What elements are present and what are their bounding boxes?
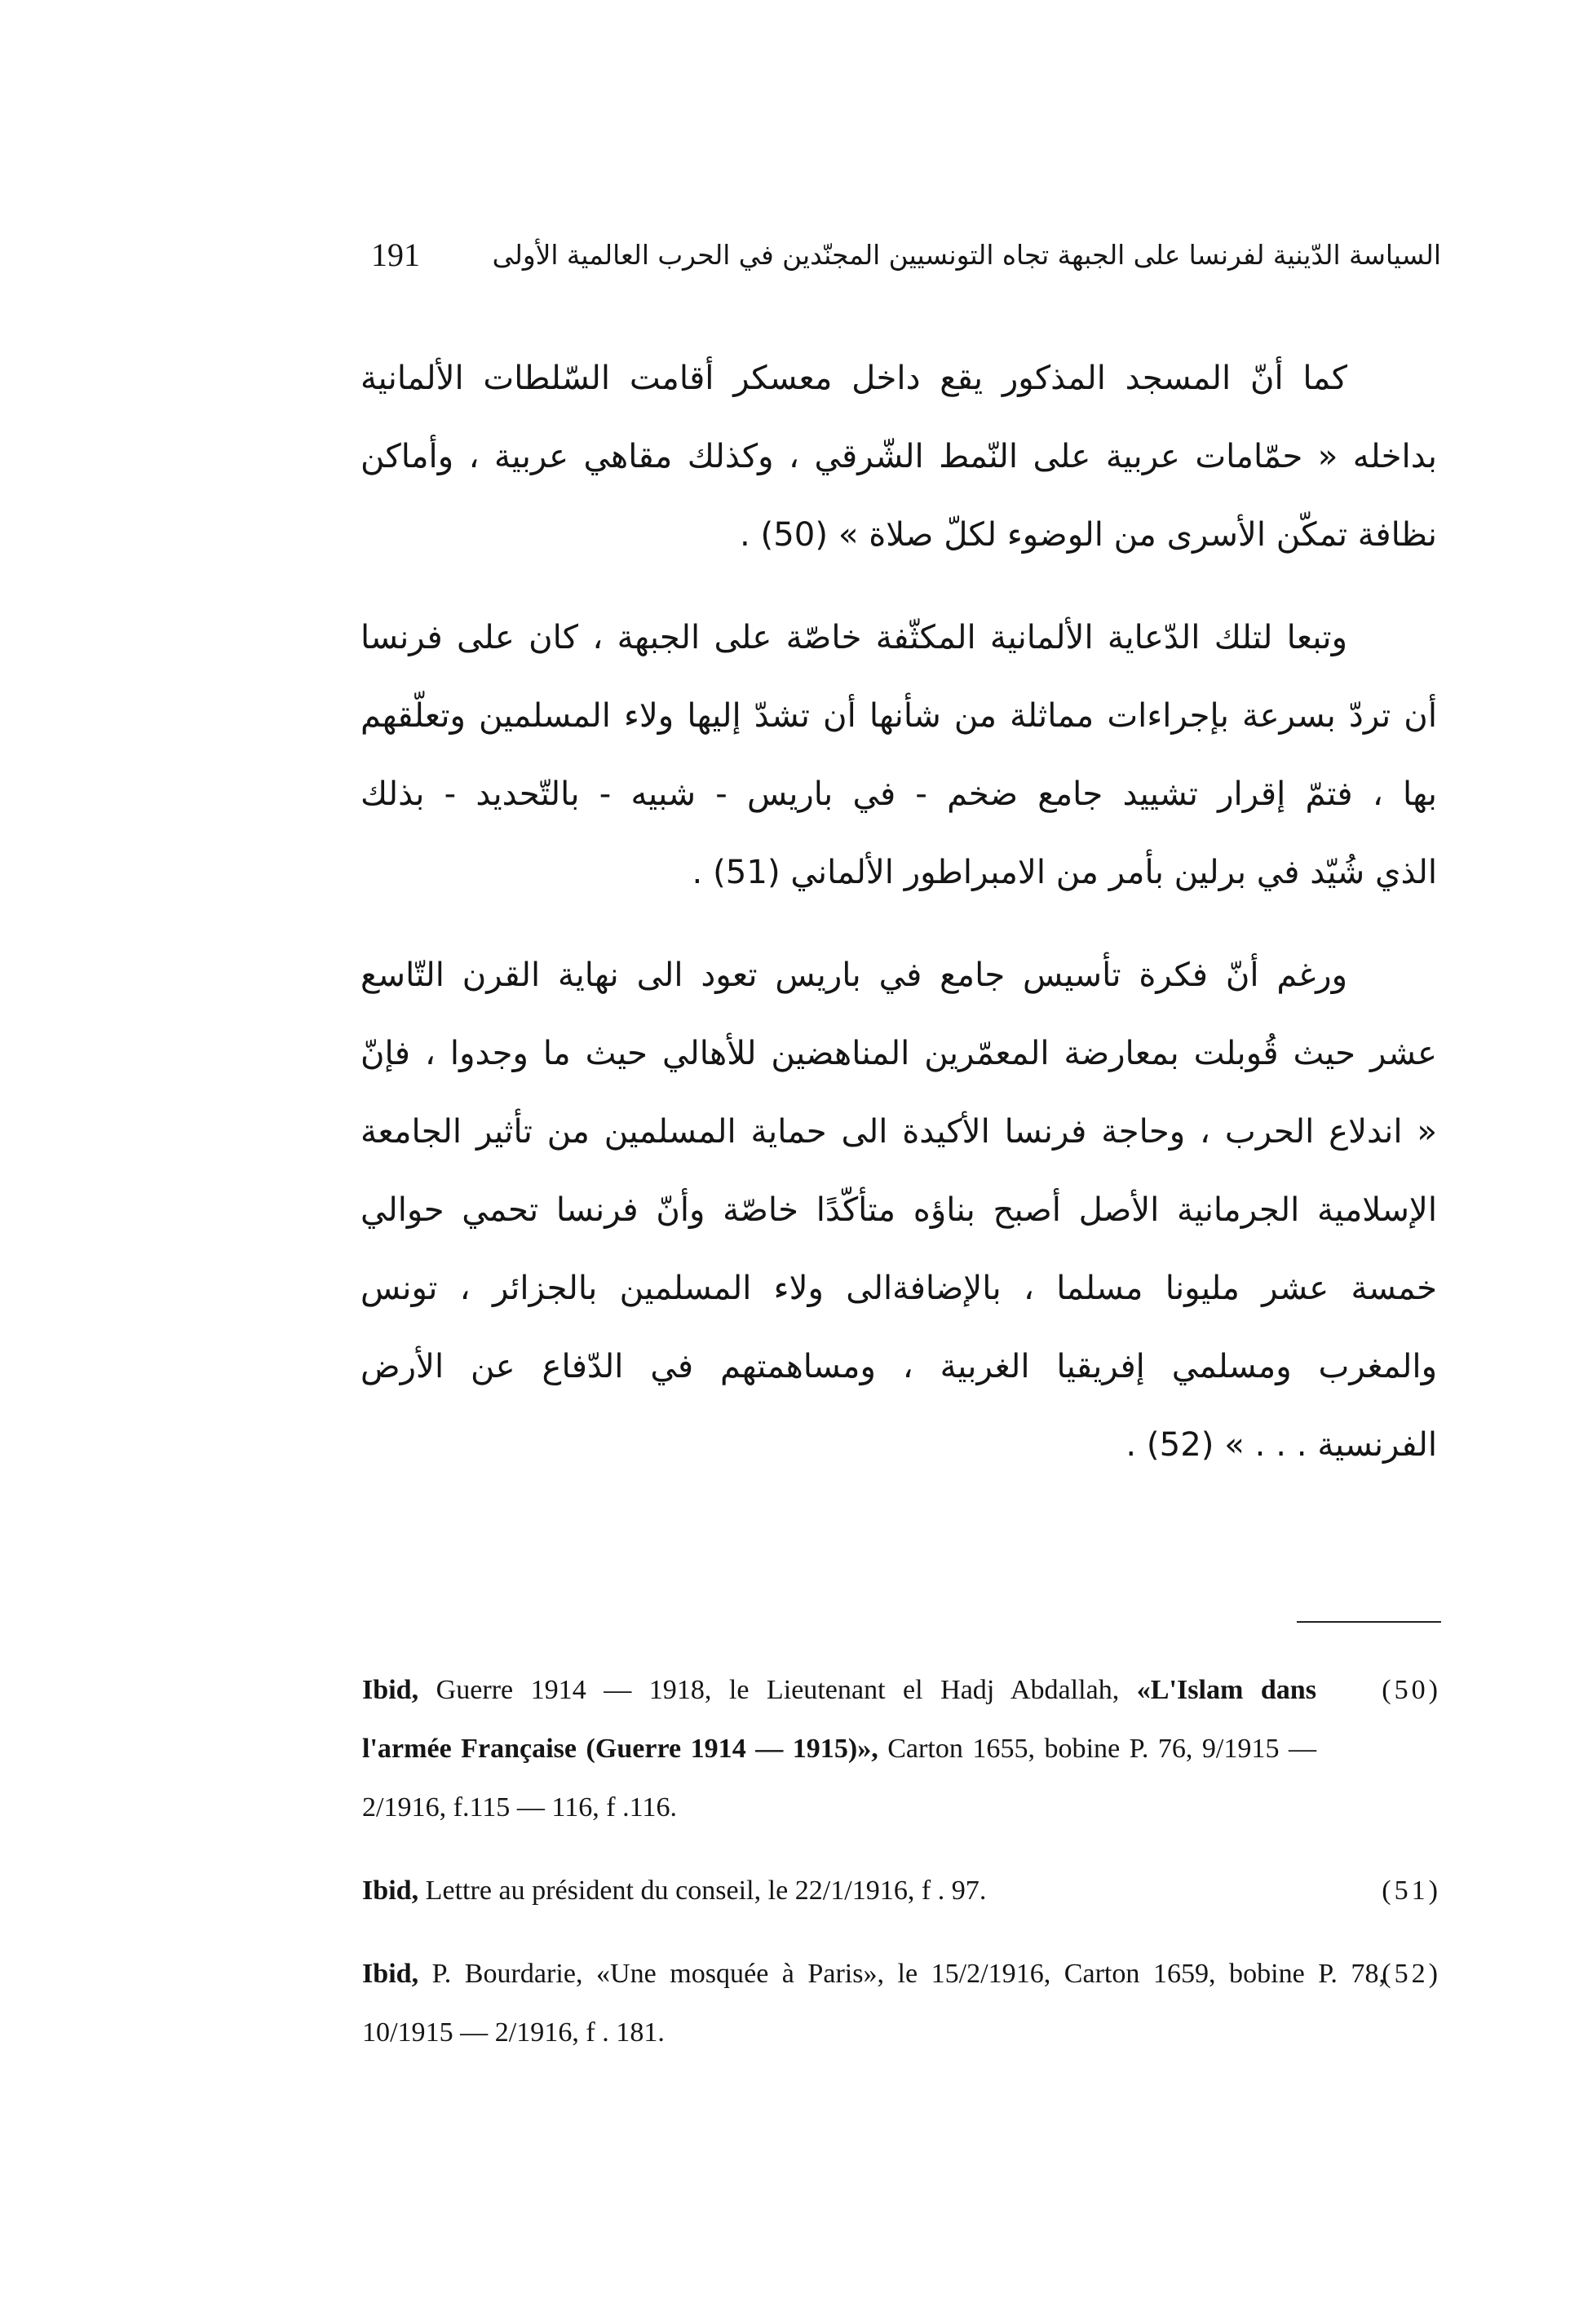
text-line — [360, 936, 1437, 1014]
text-line-content: الإسلامية الجرمانية الأصل أصبح بناؤه متأكّدًا خاصّة وأنّ فرنسا تحمي حوالي — [360, 1191, 1437, 1229]
footnote-segment: 2/1916, f.115 — 116, f .116. — [362, 1792, 678, 1823]
text-line — [360, 339, 1437, 418]
footnote-segment: Lettre au président du conseil, le 22/1/1916, f . 97. — [418, 1876, 987, 1906]
text-line — [360, 1406, 1437, 1484]
footnote-separator — [1297, 1621, 1441, 1623]
text-line-content: بداخله « حمّامات عربية على النّمط الشّرقي ، وكذلك مقاهي عربية ، وأماكن — [360, 438, 1437, 475]
text-line — [360, 418, 1437, 496]
text-line-content: وتبعا لتلك الدّعاية الألمانية المكثّفة خاصّة على الجبهة ، كان على فرنسا — [360, 619, 1347, 656]
text-line — [360, 1093, 1437, 1171]
text-line — [360, 833, 1437, 912]
text-line — [360, 1328, 1437, 1406]
footnote-segment-bold: «L'Islam dans — [1136, 1675, 1316, 1705]
text-line-content: نظافة تمكّن الأسرى من الوضوء لكلّ صلاة » (50) . — [739, 516, 1437, 554]
text-line — [360, 599, 1437, 677]
footnote-number: (52) — [1382, 1959, 1441, 1989]
footnotes — [362, 1661, 1441, 2062]
text-line-content: عشر حيث قُوبلت بمعارضة المعمّرين المناهضين للأهالي حيث ما وجدوا ، فإنّ — [360, 1035, 1437, 1072]
text-line-content: والمغرب ومسلمي إفريقيا الغربية ، ومساهمتهم في الدّفاع عن الأرض — [360, 1348, 1437, 1385]
footnote-line — [362, 1945, 1386, 2004]
footnote-segment: 10/1915 — 2/1916, f . 181. — [362, 2017, 665, 2048]
text-line — [360, 496, 1437, 574]
footnote-line — [362, 1661, 1316, 1720]
footnote-segment-bold: l'armée Française (Guerre 1914 — 1915)», — [362, 1734, 878, 1764]
footnote-text — [362, 1661, 1316, 1837]
text-line — [360, 1171, 1437, 1249]
footnote-52 — [362, 1945, 1441, 2062]
paragraph-3 — [360, 936, 1437, 1484]
footnote-text — [362, 1945, 1386, 2062]
footnote-segment-bold: Ibid, — [362, 1959, 419, 1989]
text-line — [360, 1249, 1437, 1328]
footnote-line — [362, 2004, 1386, 2062]
text-line-content: ورغم أنّ فكرة تأسيس جامع في باريس تعود الى نهاية القرن التّاسع — [360, 957, 1347, 994]
text-line — [360, 1014, 1437, 1093]
footnote-line — [362, 1862, 1316, 1920]
text-line-content: خمسة عشر مليونا مسلما ، بالإضافةالى ولاء المسلمين بالجزائر ، تونس — [360, 1270, 1437, 1307]
text-line — [360, 677, 1437, 755]
footnote-number: (51) — [1382, 1876, 1441, 1906]
paragraph-1 — [360, 339, 1437, 574]
footnote-segment: Guerre 1914 — 1918, le Lieutenant el Hadj Abdallah, — [418, 1675, 1137, 1705]
footnote-line — [362, 1720, 1316, 1778]
paragraph-2 — [360, 599, 1437, 912]
footnote-segment: Carton 1655, bobine P. 76, 9/1915 — — [878, 1734, 1317, 1764]
text-line-content: « اندلاع الحرب ، وحاجة فرنسا الأكيدة الى حماية المسلمين من تأثير الجامعة — [360, 1113, 1437, 1151]
text-line-content: الذي شُيّد في برلين بأمر من الامبراطور الألماني (51) . — [692, 854, 1437, 891]
running-title-box — [462, 232, 1441, 278]
text-line-content: الفرنسية . . . » (52) . — [1125, 1426, 1437, 1464]
running-title: السياسة الدّينية لفرنسا على الجبهة تجاه التونسيين المجنّدين في الحرب العالمية الأولى — [492, 240, 1441, 271]
running-header — [371, 232, 1441, 278]
footnote-segment-bold: Ibid, — [362, 1876, 419, 1906]
footnote-line — [362, 1778, 1316, 1837]
text-line-content: أن تردّ بسرعة بإجراءات مماثلة من شأنها أن تشدّ إليها ولاء المسلمين وتعلّقهم — [360, 697, 1437, 735]
footnote-50 — [362, 1661, 1441, 1837]
text-line — [360, 755, 1437, 833]
footnote-text — [362, 1862, 1316, 1920]
text-line-content: بها ، فتمّ إقرار تشييد جامع ضخم - في باريس - شبيه - بالتّحديد - بذلك — [360, 775, 1437, 813]
footnote-number: (50) — [1382, 1675, 1441, 1705]
running-title-line — [462, 232, 1441, 278]
page-number: 191 — [371, 236, 420, 273]
text-line-content: كما أنّ المسجد المذكور يقع داخل معسكر أقامت السّلطات الألمانية — [360, 360, 1347, 397]
footnote-segment: P. Bourdarie, «Une mosquée à Paris», le 15/2/1916, Carton 1659, bobine P. 78, — [418, 1959, 1386, 1989]
body-text — [360, 339, 1437, 1484]
footnote-51 — [362, 1862, 1441, 1920]
footnote-segment-bold: Ibid, — [362, 1675, 419, 1705]
